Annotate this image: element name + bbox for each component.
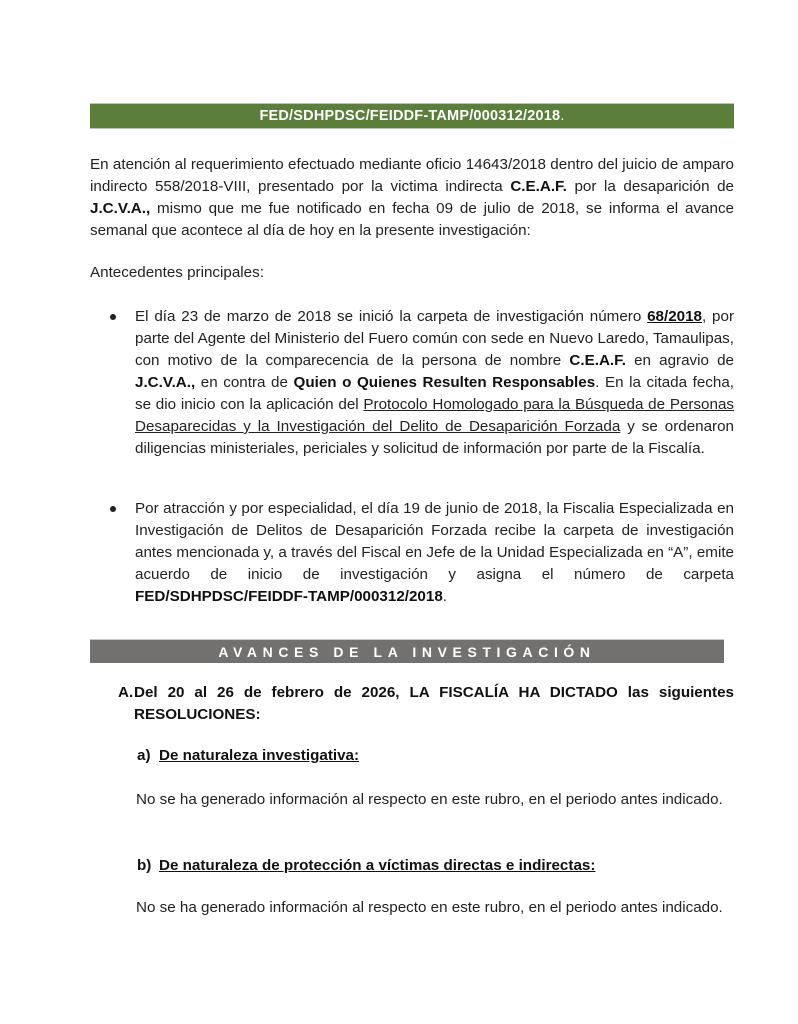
section-header: [90, 639, 724, 663]
disappeared-initials: J.C.V.A.,: [90, 200, 151, 217]
item-letter: A.: [118, 684, 134, 701]
protocol-name: Protocolo Homologado para la Búsqueda de Personas Desaparecidas y la Investigación del Delito de Desaparición Forzada: [135, 396, 734, 435]
folder-number: 68/2018: [647, 308, 703, 325]
antecedentes-label: Antecedentes principales:: [90, 264, 264, 281]
folder-number: FED/SDHPDSC/FEIDDF-TAMP/000312/2018: [135, 588, 443, 605]
subsection-letter: a): [137, 747, 151, 764]
bullet-text: [135, 498, 734, 608]
case-number: FED/SDHPDSC/FEIDDF-TAMP/000312/2018: [259, 108, 561, 124]
intro-text-2: por la desaparición de: [566, 178, 734, 195]
bullet-text-part: en contra de: [195, 374, 294, 391]
subsection-letter: b): [137, 857, 152, 874]
section-title: AVANCES DE LA INVESTIGACIÓN: [218, 643, 596, 660]
bullet-text-part: .: [442, 588, 448, 605]
subsection-body: No se ha generado información al respecto en este rubro, en el periodo antes indicado.: [136, 791, 723, 808]
bullet-icon: [110, 314, 116, 320]
bullet-text-part: en agravio de: [625, 352, 734, 369]
victim-initials: C.E.A.F.: [569, 352, 626, 369]
subsection-heading: [137, 745, 359, 767]
bullet-icon: [110, 506, 116, 512]
bullet-text-part: . En la citada fecha, se dio inicio con la aplicación del: [135, 374, 734, 413]
bullet-text: [135, 306, 734, 460]
intro-paragraph: [90, 154, 734, 242]
responsible-party: Quien o Quienes Resulten Responsables: [293, 374, 596, 391]
disappeared-initials: J.C.V.A.,: [135, 374, 196, 391]
bullet-text-part: , por parte del Agente del Ministerio del Fuero común con sede en Nuevo Laredo, Tamaulipas, con motivo de la comparecencia de la persona de nombre: [135, 308, 735, 369]
victim-initials: C.E.A.F.: [510, 178, 567, 195]
subsection-body: No se ha generado información al respecto en este rubro, en el periodo antes indicado.: [136, 899, 723, 916]
subsection-heading: [137, 855, 595, 877]
bullet-text-part: y se ordenaron diligencias ministeriales, periciales y solicitud de información por parte de la Fiscalía.: [135, 418, 734, 457]
subsection-title: De naturaleza investigativa:: [159, 747, 360, 764]
bullet-text-part: Por atracción y por especialidad, el día 19 de junio de 2018, la Fiscalia Especializada en Investigación de Delitos de Desaparición Forzada recibe la carpeta de investigación antes mencionada y, a través del Fiscal en Jefe de la Unidad Especializada en “A”, emite acuerdo de inicio de investigación y asigna el número de carpeta: [135, 500, 734, 583]
item-text: Del 20 al 26 de febrero de 2026, LA FISCALÍA HA DICTADO las siguientes RESOLUCIONES:: [134, 684, 734, 723]
case-number-period: .: [560, 108, 565, 124]
intro-text-3: mismo que me fue notificado en fecha 09 de julio de 2018, se informa el avance semanal que acontece al día de hoy en la presente investigación:: [90, 200, 734, 239]
bullet-text-part: El día 23 de marzo de 2018 se inició la carpeta de investigación número: [135, 308, 648, 325]
intro-text-1: En atención al requerimiento efectuado mediante oficio 14643/2018 dentro del juicio de amparo indirecto 558/2018-VIII, presentado por la victima indirecta: [90, 156, 734, 195]
subsection-title: De naturaleza de protección a víctimas directas e indirectas:: [159, 857, 596, 874]
case-number-header: [90, 103, 734, 129]
